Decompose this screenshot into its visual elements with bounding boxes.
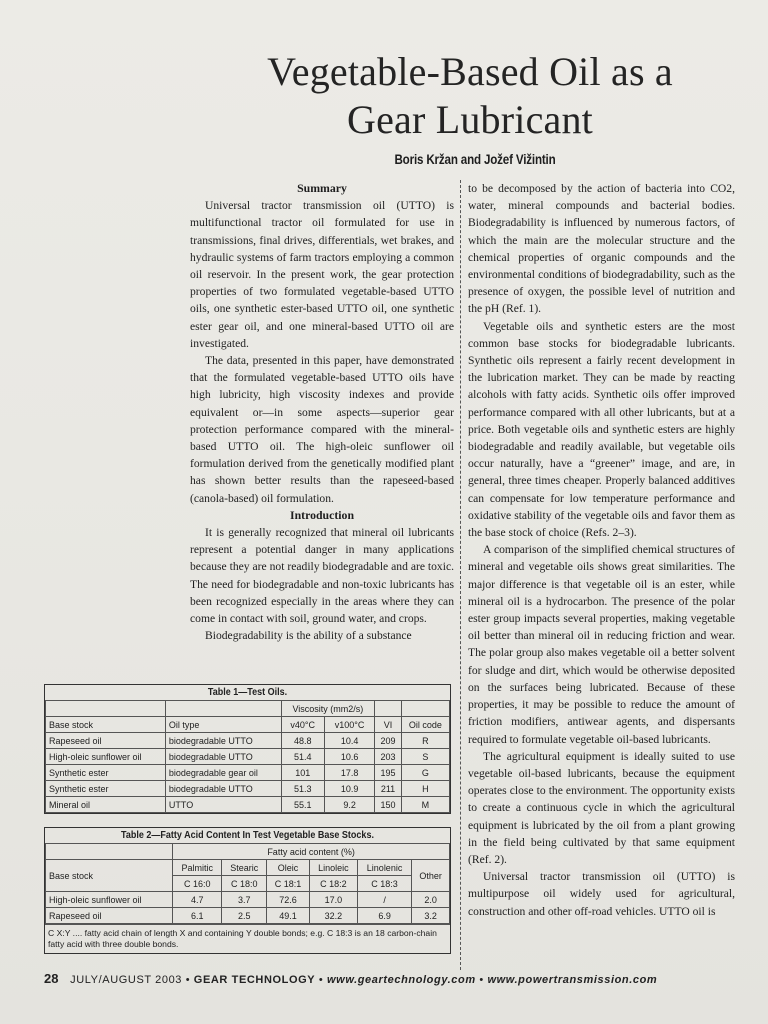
left-column <box>190 180 454 644</box>
table-cell: 49.1 <box>267 908 310 924</box>
website-link-power[interactable]: www.powertransmission.com <box>487 974 658 986</box>
table-cell: 51.3 <box>281 781 324 797</box>
table-cell: 203 <box>375 749 402 765</box>
table2-acid-name: Palmitic <box>173 860 222 876</box>
issue-date: JULY/AUGUST 2003 <box>70 974 183 986</box>
table-fatty-acid-content <box>44 827 451 954</box>
table-cell: 72.6 <box>267 892 310 908</box>
table1-header-cell: Oil code <box>401 717 449 733</box>
table2-acid-name: Other <box>412 860 450 892</box>
table-cell: 195 <box>375 765 402 781</box>
table-cell: 101 <box>281 765 324 781</box>
table-cell: / <box>357 892 411 908</box>
table-cell: 17.0 <box>309 892 357 908</box>
table-cell: biodegradable UTTO <box>165 733 281 749</box>
right-paragraph-3: A comparison of the simplified chemical structures of mineral and vegetable oils shows great similarities. The major difference is that vegetable oil is an ester, while mineral oil is a hydrocarbon. The presence of the polar ester group impacts several properties, making vegetable oil better than mineral oil in reducing friction and wear. The polar group also makes vegetable oil a better solvent for sludge and dirt, which would be otherwise deposited on the surfaces being lubricated. Because of these properties, it may be possible to reduce the amount of friction modifiers, antiwear agents, and dispersants required to formulate vegetable oil-based lubricants. <box>468 543 735 746</box>
table-cell: 10.4 <box>324 733 374 749</box>
table-cell: M <box>401 797 449 813</box>
table-test-oils <box>44 684 451 814</box>
table2-acid-code: C 18:1 <box>267 876 310 892</box>
table-row <box>46 749 450 765</box>
table-cell: Mineral oil <box>46 797 166 813</box>
page-footer <box>44 971 744 986</box>
website-link-gear[interactable]: www.geartechnology.com <box>327 974 476 986</box>
footer-bullet: • <box>479 974 484 986</box>
title-line-2: Gear Lubricant <box>346 97 593 142</box>
table-cell: 150 <box>375 797 402 813</box>
right-paragraph-4: The agricultural equipment is ideally suited to use vegetable oil-based lubricants, because the equipment operates close to the environment. The opportunity exists to create a continuous cycle in which the agricultural equipment is lubricated by the oil from a plant growing in the field being cultivated by that same equipment (Ref. 2). <box>468 749 735 866</box>
table2-acid-code: C 18:3 <box>357 876 411 892</box>
table-cell: 3.2 <box>412 908 450 924</box>
table-cell: H <box>401 781 449 797</box>
table2-acid-code: C 18:0 <box>222 876 267 892</box>
table-cell: R <box>401 733 449 749</box>
summary-heading: Summary <box>297 181 347 195</box>
magazine-name: GEAR TECHNOLOGY <box>193 974 316 986</box>
introduction-paragraph-2: Biodegradability is the ability of a substance <box>205 629 412 643</box>
table1-caption: Table 1—Test Oils. <box>207 687 288 698</box>
table-row <box>46 781 450 797</box>
table-cell: 48.8 <box>281 733 324 749</box>
table2-acid-name: Stearic <box>222 860 267 876</box>
table2-grid <box>45 843 450 924</box>
table-cell: 51.4 <box>281 749 324 765</box>
table-cell: 2.5 <box>222 908 267 924</box>
table-cell: 17.8 <box>324 765 374 781</box>
table2-caption: Table 2—Fatty Acid Content In Test Vegetable Base Stocks. <box>121 830 374 841</box>
table-cell: Synthetic ester <box>46 781 166 797</box>
table-cell: S <box>401 749 449 765</box>
table-cell: 10.6 <box>324 749 374 765</box>
table1-header-cell: VI <box>375 717 402 733</box>
table-cell: 209 <box>375 733 402 749</box>
article-authors: Boris Kržan and Jožef Vižintin <box>394 152 556 167</box>
table2-footnote: C X:Y .... fatty acid chain of length X and containing Y double bonds; e.g. C 18:3 is an 18 carbon-chain fatty acid with three double bonds. <box>45 924 450 953</box>
table-cell: Synthetic ester <box>46 765 166 781</box>
table1-header-cell: v40°C <box>281 717 324 733</box>
table-cell: 4.7 <box>173 892 222 908</box>
table-cell: Rapeseed oil <box>46 733 166 749</box>
right-paragraph-5: Universal tractor transmission oil (UTTO) is multipurpose oil widely used for agricultural, construction and other off-road vehicles. UTTO oil is <box>468 870 735 918</box>
summary-paragraph-1: Universal tractor transmission oil (UTTO) is multifunctional tractor oil formulated for use in transmissions, final drives, differentials, wet brakes, and hydraulic systems of farm tractors employing a common oil reservoir. In the present work, the gear protection properties of two formulated vegetable-based UTTO oils, one synthetic ester-based UTTO oil, one synthetic ester gear oil, and one mineral-based UTTO oil are investigated. <box>190 199 454 350</box>
table1-header-cell: Oil type <box>165 717 281 733</box>
table-row <box>46 797 450 813</box>
table2-acid-name: Linolenic <box>357 860 411 876</box>
table1-viscosity-header: Viscosity (mm2/s) <box>281 701 375 717</box>
table-cell: Rapeseed oil <box>46 908 173 924</box>
table2-acid-code: C 18:2 <box>309 876 357 892</box>
table2-acid-code: C 16:0 <box>173 876 222 892</box>
table-row <box>46 733 450 749</box>
table-cell: biodegradable UTTO <box>165 749 281 765</box>
table-cell: 6.1 <box>173 908 222 924</box>
title-line-1: Vegetable-Based Oil as a <box>267 49 673 94</box>
right-paragraph-2: Vegetable oils and synthetic esters are the most common base stocks for biodegradable lubricants. Synthetic oils represent a fairly recent development in the lubrication market. They can be made by reacting alcohols with fatty acids. Synthetic oils offer improved performance compared with all other lubricants, but at a price. Both vegetable oils and synthetic esters are highly biodegradable and readily available, but vegetable oils occur naturally, have a “greener” image, and are, in general, three times cheaper. Properly balanced additives can compensate for low temperature performance and oxidative stability of the vegetable oils and favor them as the base stock of choice (Refs. 2–3). <box>468 319 735 540</box>
column-divider <box>460 180 461 970</box>
table1-grid <box>45 700 450 813</box>
table2-group-header: Fatty acid content (%) <box>173 844 450 860</box>
table-cell: UTTO <box>165 797 281 813</box>
table2-acid-name: Linoleic <box>309 860 357 876</box>
table1-header-cell: Base stock <box>46 717 166 733</box>
table-cell: 10.9 <box>324 781 374 797</box>
introduction-paragraph-1: It is generally recognized that mineral oil lubricants represent a potential danger in many applications because they are not readily biodegradable and are toxic. The need for biodegradable and non-toxic lubricants has been recognized especially in the areas where they can come in contact with soil, ground water, and crops. <box>190 526 454 626</box>
table-cell: 211 <box>375 781 402 797</box>
page-number: 28 <box>44 971 59 986</box>
footer-bullet: • <box>185 974 191 986</box>
article-title <box>190 48 750 144</box>
table-cell: biodegradable UTTO <box>165 781 281 797</box>
table-cell: 3.7 <box>222 892 267 908</box>
table2-acid-name: Oleic <box>267 860 310 876</box>
table-cell: 6.9 <box>357 908 411 924</box>
table-cell: 2.0 <box>412 892 450 908</box>
table-cell: High-oleic sunflower oil <box>46 749 166 765</box>
table-cell: 9.2 <box>324 797 374 813</box>
table-cell: High-oleic sunflower oil <box>46 892 173 908</box>
table2-base-stock-header: Base stock <box>46 860 173 892</box>
table-cell: G <box>401 765 449 781</box>
introduction-heading: Introduction <box>289 507 355 522</box>
right-paragraph-1: to be decomposed by the action of bacteria into CO2, water, mineral compounds and bacterial bodies. Biodegradability is influenced by numerous factors, of which the main are the molecular structure and the chemical properties of organic compounds and the environmental conditions of biodegradability, such as the presence of oxygen, the possible level of nutrition and the pH (Ref. 1). <box>468 182 735 316</box>
table1-header-cell: v100°C <box>324 717 374 733</box>
table-row <box>46 765 450 781</box>
table-row <box>46 908 450 924</box>
table-cell: 55.1 <box>281 797 324 813</box>
summary-paragraph-2: The data, presented in this paper, have demonstrated that the formulated vegetable-based UTTO oils have high lubricity, high viscosity indexes and provide equivalent or—in some aspects—superior gear protection performance compared with the mineral-based UTTO oil. The high-oleic sunflower oil formulation derived from the genetically modified plant has shown better results than the rapeseed-based (canola-based) oil formulation. <box>190 354 454 505</box>
table-cell: 32.2 <box>309 908 357 924</box>
footer-bullet: • <box>318 974 324 986</box>
right-column <box>468 180 735 920</box>
table-row <box>46 892 450 908</box>
table-cell: biodegradable gear oil <box>165 765 281 781</box>
